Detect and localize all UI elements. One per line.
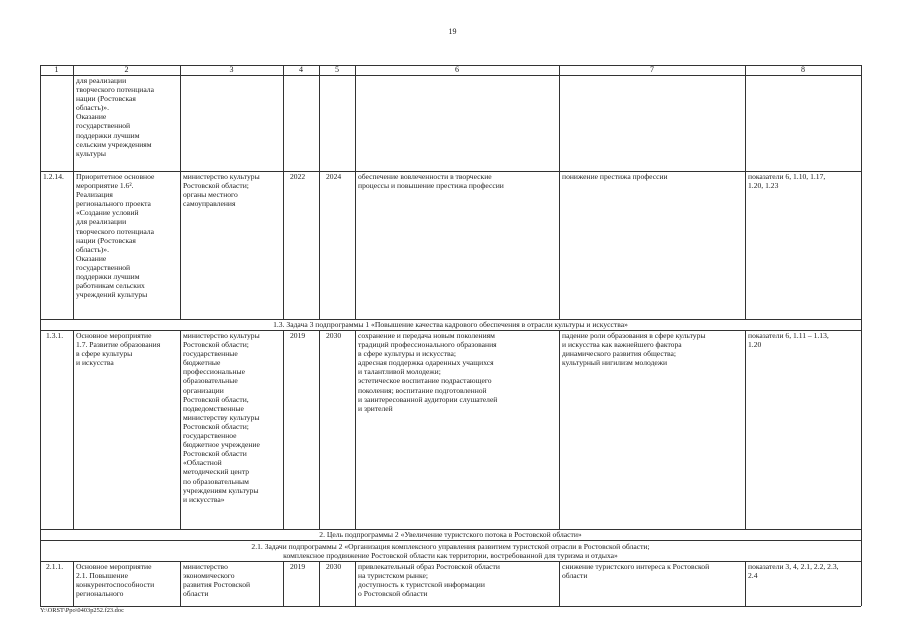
column-line — [73, 561, 74, 606]
cell-continued-measure-name: для реализации творческого потенциала нации (Ростовская область)». Оказание государственной поддержки лучшим сельским учреждениям культуры — [76, 76, 154, 158]
cell-expected-result: привлекательный образ Ростовской области на туристском рынке; доступность к туристской информации о Ростовской области — [358, 562, 500, 599]
file-path-footer: Y:\ORST\Ppo\0403p252.f23.doc — [40, 607, 124, 614]
cell-end-year: 2024 — [326, 172, 342, 181]
page-number: 19 — [448, 27, 457, 36]
cell-executor: министерство экономического развития Ростовской области — [183, 562, 251, 599]
cell-consequence: снижение туристского интереса к Ростовской области — [562, 562, 710, 581]
column-line — [355, 65, 356, 319]
cell-row-number: 2.1.1. — [46, 562, 64, 571]
header-col-2: 2 — [124, 65, 129, 74]
cell-executor: министерство культуры Ростовской области; государственные бюджетные профессиональные образовательные организации Ростовской области, подведомственные министерству культуры Ростовской области; государственное бюджетное учреждение Ростовской области «Областной методический центр по образовательным учреждениям культуры и искусства» — [183, 331, 260, 504]
header-col-6: 6 — [455, 65, 459, 74]
header-col-7: 7 — [650, 65, 654, 74]
cell-measure-name: Основное мероприятие 1.7. Развитие образования в сфере культуры и искусства — [76, 331, 161, 368]
column-line — [283, 561, 284, 606]
cell-indicators: показатели 6, 1.10, 1.17, 1.20, 1.23 — [748, 172, 826, 191]
column-line — [180, 330, 181, 529]
column-line — [319, 561, 320, 606]
cell-consequence: понижение престижа профессии — [562, 172, 668, 181]
cell-expected-result: обеспечение вовлеченности в творческие процессы и повышение престижа профессии — [358, 172, 504, 191]
table-border-right — [861, 65, 862, 606]
cell-executor: министерство культуры Ростовской области; органы местного самоуправления — [183, 172, 260, 209]
column-line — [319, 330, 320, 529]
header-row-border — [40, 75, 861, 76]
header-col-8: 8 — [801, 65, 805, 74]
column-line — [745, 330, 746, 529]
cell-start-year: 2019 — [290, 562, 306, 571]
column-line — [355, 330, 356, 529]
cell-end-year: 2030 — [326, 331, 342, 340]
column-line — [73, 65, 74, 319]
column-line — [559, 561, 560, 606]
column-line — [180, 65, 181, 319]
cell-indicators: показатели 6, 1.11 – 1.13, 1.20 — [748, 331, 829, 350]
header-col-5: 5 — [335, 65, 339, 74]
cell-end-year: 2030 — [326, 562, 342, 571]
row-border — [40, 540, 861, 541]
header-col-3: 3 — [229, 65, 234, 74]
cell-start-year: 2019 — [290, 331, 306, 340]
task-heading-2-1: 2.1. Задачи подпрограммы 2 «Организация комплексного управления развитием туристской отрасли в Ростовской области; комплексное продвижение Ростовской области как территории, востребованной для туризма и отдыха» — [251, 542, 650, 560]
column-line — [355, 561, 356, 606]
cell-consequence: падение роли образования в сфере культуры и искусства как важнейшего фактора динамического развития общества; культурный нигилизм молодежи — [562, 331, 706, 368]
cell-measure-name: Приоритетное основное мероприятие 1.6². Реализация регионального проекта «Создание условий для реализации творческого потенциала нации (Ростовская область)». Оказание государственной поддержки лучшим работникам сельских учреждений культуры — [76, 172, 155, 300]
task-heading-1-3: 1.3. Задача 3 подпрограммы 1 «Повышение качества кадрового обеспечения в отрасли культуры и искусства» — [273, 320, 628, 329]
goal-heading-2: 2. Цель подпрограммы 2 «Увеличение туристского потока в Ростовской области» — [319, 530, 582, 539]
column-line — [319, 65, 320, 319]
table-border-left — [40, 65, 41, 606]
cell-start-year: 2022 — [290, 172, 306, 181]
column-line — [283, 65, 284, 319]
cell-indicators: показатели 3, 4, 2.1, 2.2, 2.3, 2.4 — [748, 562, 839, 581]
cell-row-number: 1.3.1. — [46, 331, 64, 340]
header-col-4: 4 — [299, 65, 303, 74]
header-col-1: 1 — [54, 65, 59, 74]
cell-row-number: 1.2.14. — [43, 172, 64, 181]
column-line — [283, 330, 284, 529]
column-line — [73, 330, 74, 529]
column-line — [559, 65, 560, 319]
column-line — [180, 561, 181, 606]
table-border-bottom — [40, 606, 861, 607]
column-line — [745, 65, 746, 319]
column-line — [745, 561, 746, 606]
cell-measure-name: Основное мероприятие 2.1. Повышение конкурентоспособности регионального — [76, 562, 155, 599]
column-line — [559, 330, 560, 529]
cell-expected-result: сохранение и передача новым поколениям традиций профессионального образования в сфере культуры и искусства; адресная поддержка одаренных учащихся и талантливой молодежи; эстетическое воспитание подрастающего поколения; воспитание подготовленной и заинтересованной аудитории слушателей и зрителей — [358, 331, 498, 413]
